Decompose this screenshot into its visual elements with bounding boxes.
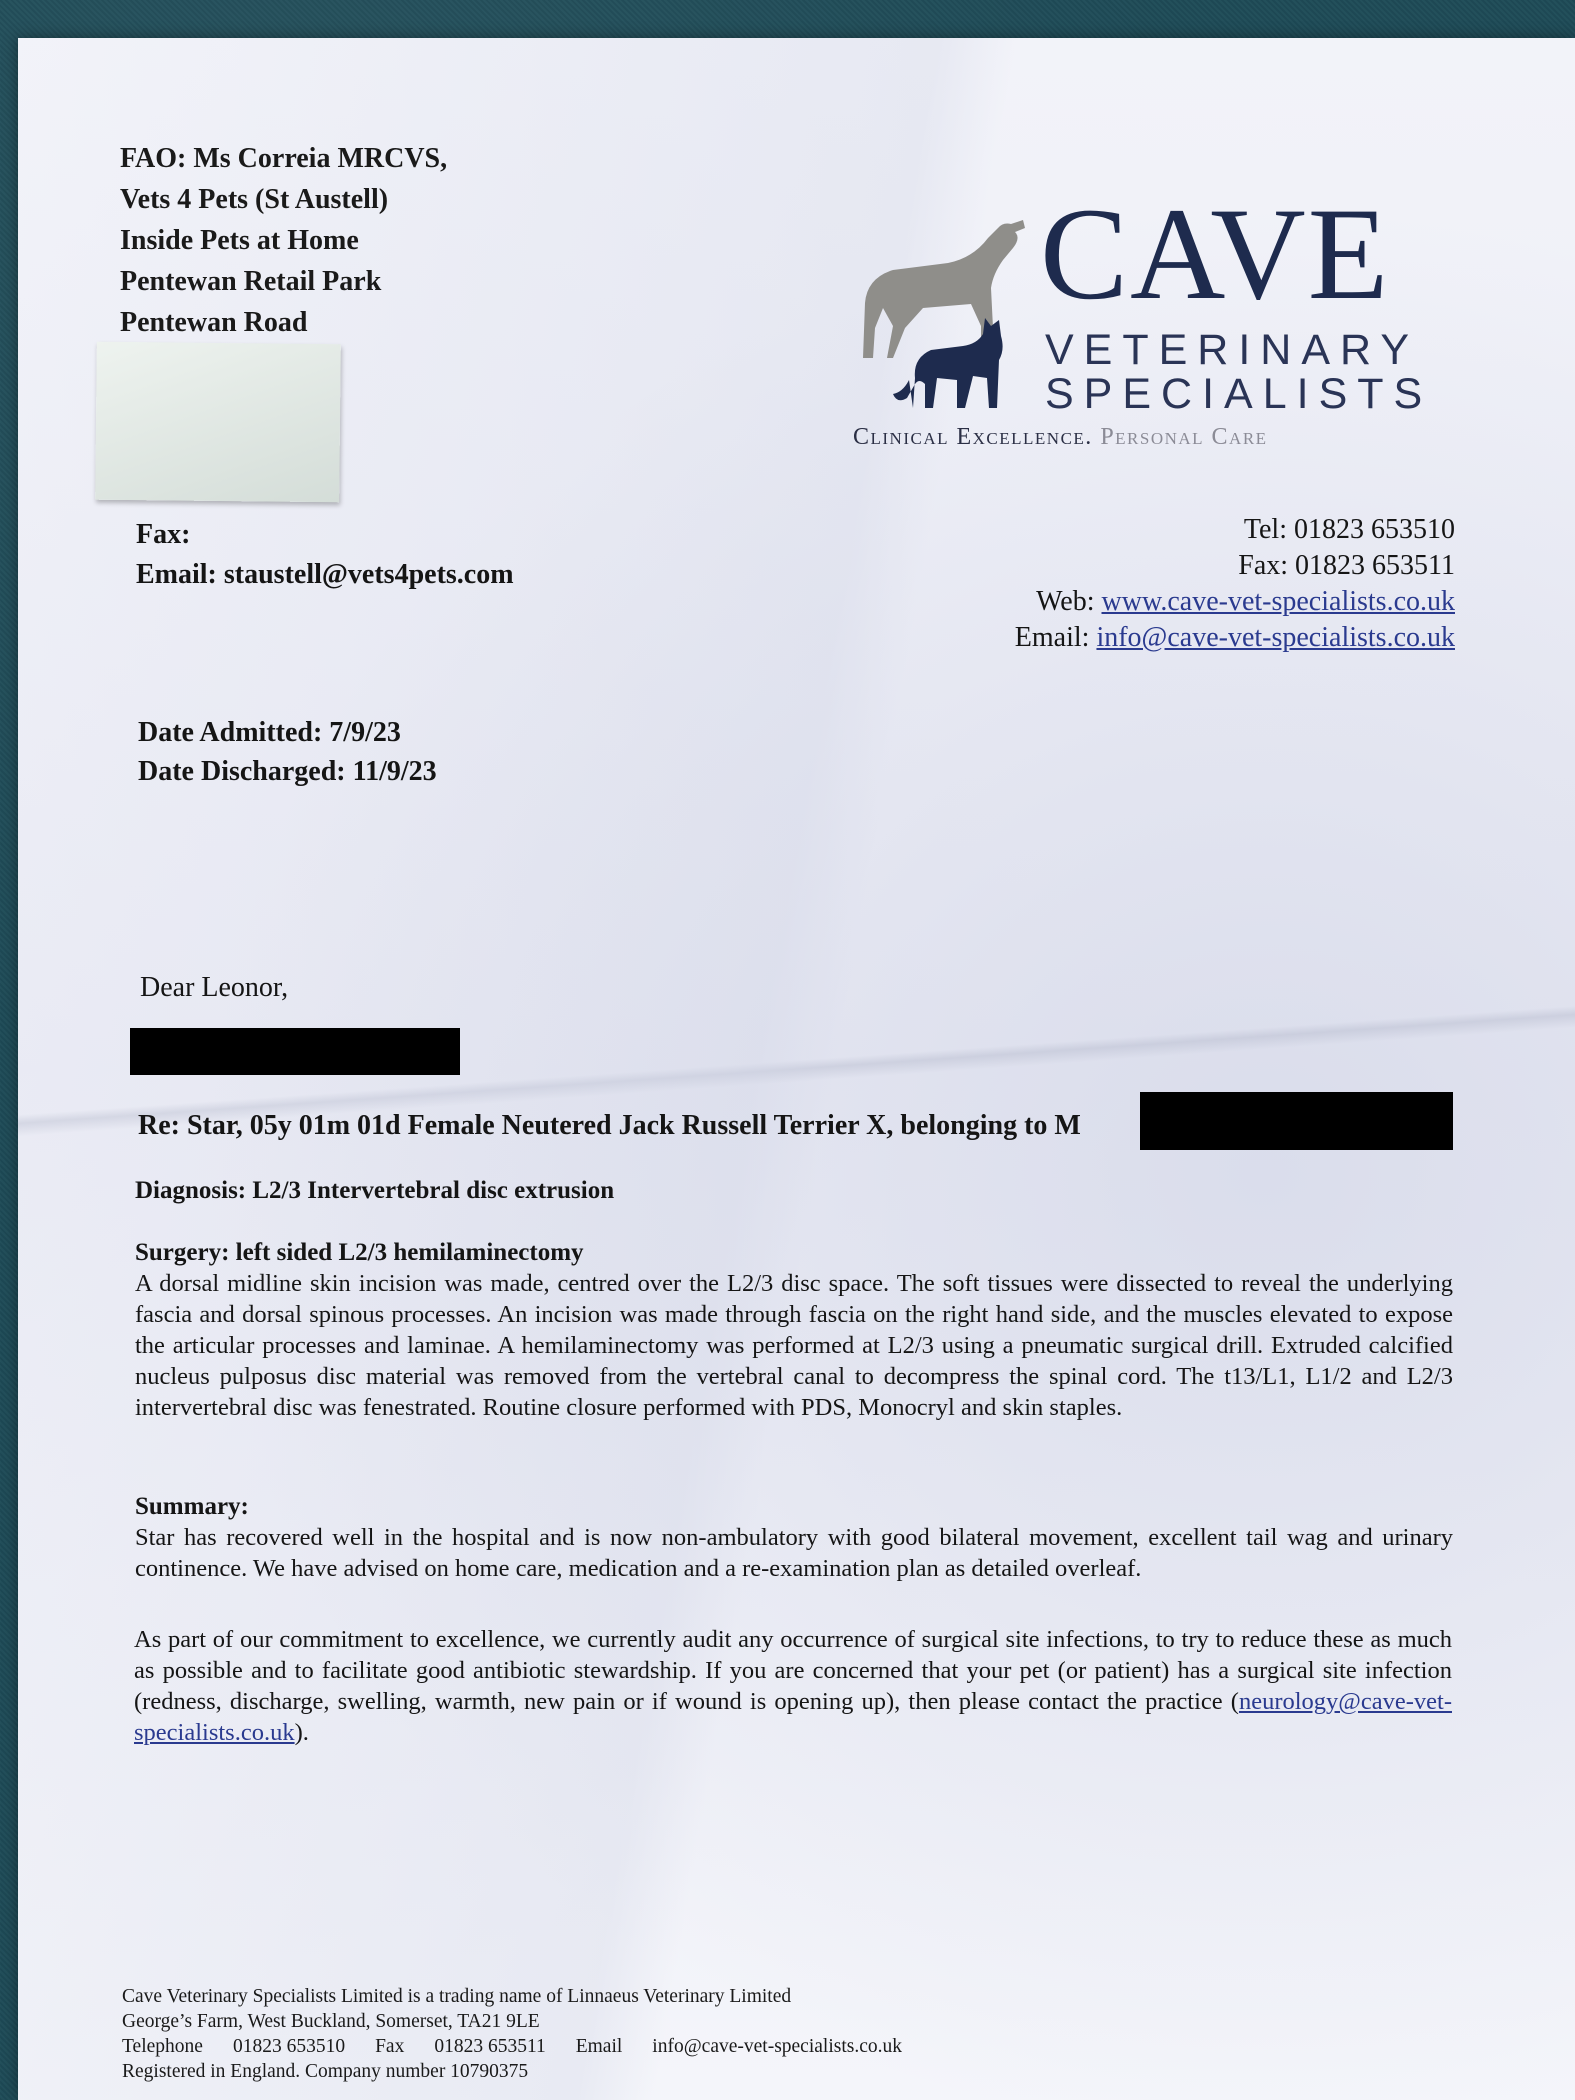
sender-fax: Fax: 01823 653511 <box>1238 550 1455 581</box>
recipient-address <box>120 138 447 343</box>
logo-word-veterinary: VETERINARY <box>1045 326 1419 374</box>
date-admitted-label: Date Admitted: <box>138 717 323 748</box>
footer <box>122 1984 902 2084</box>
footer-fax-label: Fax <box>375 2036 405 2057</box>
footer-fax: 01823 653511 <box>434 2036 546 2057</box>
date-admitted-value: 7/9/23 <box>329 717 401 748</box>
footer-tel-label: Telephone <box>122 2036 203 2057</box>
logo-word-specialists: SPECIALISTS <box>1045 370 1433 418</box>
audit-text-before: As part of our commitment to excellence, we currently audit any occurrence of surgical site infections, to try to reduce these as much as possible and to facilitate good antibiotic stewardship. If you are concerned that your pet (or patient) has a surgical site infection (redness, discharge, swelling, warmth, new pain or if wound is opening up), then please contact the practice ( <box>134 1626 1452 1715</box>
tagline-part1: Clinical Excellence. <box>853 424 1093 450</box>
footer-company: Cave Veterinary Specialists Limited is a trading name of Linnaeus Veterinary Limited <box>122 1986 792 2007</box>
tagline-part2: Personal Care <box>1100 424 1268 450</box>
footer-contact-row <box>122 2034 902 2059</box>
summary-title: Summary: <box>135 1493 249 1520</box>
summary-text: Star has recovered well in the hospital and is now non-ambulatory with good bilateral movement, excellent tail wag and urinary continence. We have advised on home care, medication and a re-examination plan as detailed overleaf. <box>135 1524 1453 1582</box>
email-link[interactable]: info@cave-vet-specialists.co.uk <box>1096 622 1455 653</box>
date-discharged-value: 11/9/23 <box>352 756 437 787</box>
footer-address: George’s Farm, West Buckland, Somerset, TA21 9LE <box>122 2011 540 2032</box>
sticky-note-redaction <box>95 342 341 503</box>
recipient-fax: Fax: <box>136 519 191 550</box>
redaction-bar <box>1140 1092 1453 1150</box>
surgery-title: Surgery: left sided L2/3 hemilaminectomy <box>135 1239 584 1266</box>
footer-email-label: Email <box>575 2036 623 2057</box>
web-link[interactable]: www.cave-vet-specialists.co.uk <box>1101 586 1455 617</box>
dog-cat-icon <box>853 208 1053 408</box>
sender-web-row <box>1015 584 1455 620</box>
footer-tel: 01823 653510 <box>232 2036 346 2057</box>
greeting: Dear Leonor, <box>140 972 289 1003</box>
neurology-email-link[interactable]: neurology@cave-vet-specialists.co.uk <box>134 1688 1452 1746</box>
email-label: Email: <box>1014 622 1090 653</box>
address-line: Pentewan Retail Park <box>120 266 382 297</box>
sender-tel: Tel: 01823 653510 <box>1243 514 1455 545</box>
re-line: Re: Star, 05y 01m 01d Female Neutered Jack Russell Terrier X, belonging to M <box>138 1110 1081 1141</box>
address-line: FAO: Ms Correia MRCVS, <box>120 143 448 174</box>
footer-registration: Registered in England. Company number 10790375 <box>122 2061 529 2082</box>
audit-paragraph <box>134 1624 1452 1748</box>
date-admitted-row <box>138 713 437 752</box>
recipient-contact <box>136 515 514 595</box>
address-line: Pentewan Road <box>120 307 308 338</box>
sender-email-row <box>1015 620 1455 656</box>
web-label: Web: <box>1036 586 1095 617</box>
audit-text-after: ). <box>294 1719 309 1746</box>
date-discharged-row <box>138 752 437 791</box>
recipient-email: Email: staustell@vets4pets.com <box>136 559 514 590</box>
address-line: Vets 4 Pets (St Austell) <box>120 184 389 215</box>
diagnosis: Diagnosis: L2/3 Intervertebral disc extrusion <box>135 1177 615 1204</box>
logo-tagline <box>853 424 1268 451</box>
admission-dates <box>138 713 437 791</box>
redaction-bar <box>130 1028 460 1075</box>
logo-word-cave: CAVE <box>1040 180 1391 327</box>
date-discharged-label: Date Discharged: <box>138 756 346 787</box>
cave-logo <box>853 168 1493 468</box>
surgery-text: A dorsal midline skin incision was made, centred over the L2/3 disc space. The soft tissues were dissected to reveal the underlying fascia and dorsal spinous processes. An incision was made through fascia on the right hand side, and the muscles elevated to expose the articular processes and laminae. A hemilaminectomy was performed at L2/3 using a pneumatic surgical drill. Extruded calcified nucleus pulposus disc material was removed from the vertebral canal to decompress the spinal cord. The t13/L1, L1/2 and L2/3 intervertebral disc was fenestrated. Routine closure performed with PDS, Monocryl and skin staples. <box>135 1270 1453 1421</box>
footer-email: info@cave-vet-specialists.co.uk <box>652 2036 902 2057</box>
letter-page <box>18 38 1575 2100</box>
address-line: Inside Pets at Home <box>120 225 359 256</box>
sender-contact <box>1015 512 1455 656</box>
